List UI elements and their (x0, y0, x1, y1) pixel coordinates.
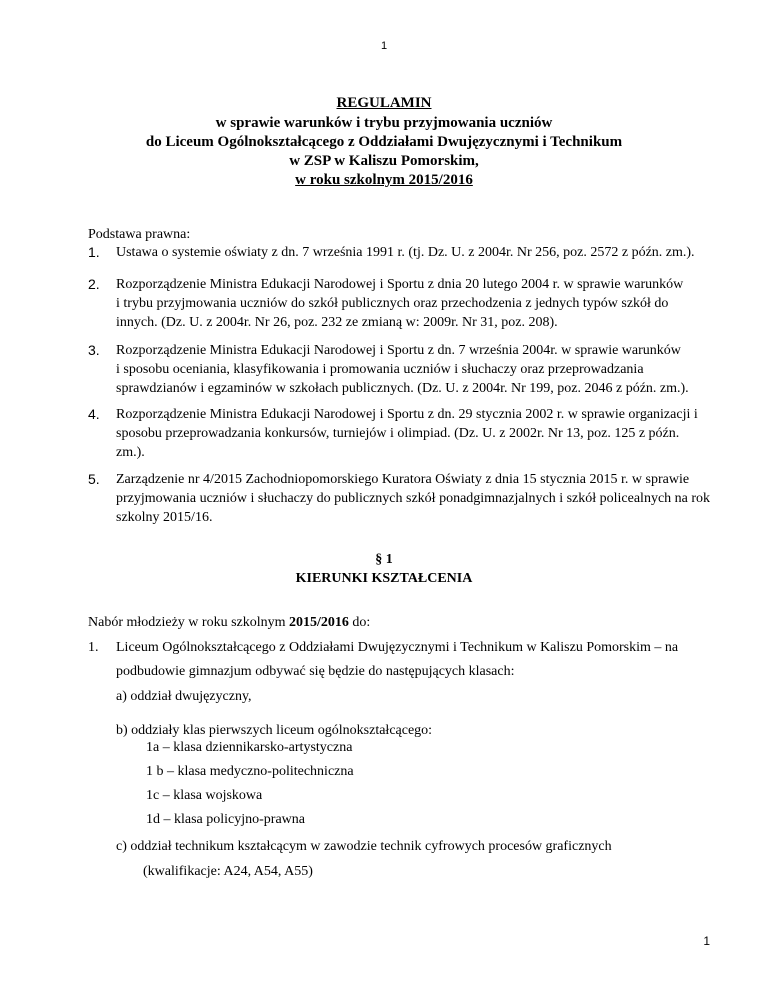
item-text-line: innych. (Dz. U. z 2004r. Nr 26, poz. 232 ze zmianą w: 2009r. Nr 31, poz. 208). (116, 315, 558, 330)
item-text-line: Ustawa o systemie oświaty z dn. 7 września 1991 r. (tj. Dz. U. z 2004r. Nr 256, poz. 2572 z późn. zm.). (116, 245, 695, 260)
item-text-line: i sposobu oceniania, klasyfikowania i promowania uczniów i słuchaczy oraz przeprowadzania (116, 362, 644, 377)
item-number: 4. (88, 406, 100, 422)
class-item: 1d – klasa policyjno-prawna (146, 812, 306, 827)
sub-item-a: a) oddział dwujęzyczny, (116, 689, 252, 704)
header-page-number: 1 (380, 40, 388, 52)
item-number: 2. (88, 276, 100, 292)
sub-item-c-line-1: c) oddział technikum kształcącym w zawodzie technik cyfrowych procesów graficznych (116, 839, 612, 854)
intro-text-before: Nabór młodzieży w roku szkolnym (88, 615, 290, 630)
legal-basis-heading: Podstawa prawna: (88, 227, 191, 242)
section-paragraph-sign: § 1 (375, 552, 393, 567)
section-heading: KIERUNKI KSZTAŁCENIA (295, 571, 473, 586)
class-item: 1c – klasa wojskowa (146, 788, 263, 803)
title-regulamin: REGULAMIN (336, 95, 432, 111)
footer-page-number: 1 (703, 934, 710, 948)
item-text-line: Zarządzenie nr 4/2015 Zachodniopomorskiego Kuratora Oświaty z dnia 15 stycznia 2015 r. w sprawie (116, 472, 690, 487)
item-text-line: przyjmowania uczniów i słuchaczy do publicznych szkół ponadgimnazjalnych i szkół policealnych na rok (116, 491, 711, 506)
item1-line-1: Liceum Ogólnokształcącego z Oddziałami Dwujęzycznymi i Technikum w Kaliszu Pomorskim – na (116, 640, 679, 655)
sub-item-c-line-2: (kwalifikacje: A24, A54, A55) (143, 864, 313, 879)
title-line-4: w ZSP w Kaliszu Pomorskim, (289, 153, 479, 169)
item-number: 5. (88, 471, 100, 487)
class-item: 1 b – klasa medyczno-politechniczna (146, 764, 354, 779)
intro-text (88, 613, 370, 632)
title-line-3: do Liceum Ogólnokształcącego z Oddziałami Dwujęzycznymi i Technikum (145, 134, 623, 150)
title-line-5: w roku szkolnym 2015/2016 (295, 172, 473, 188)
item-text-line: sprawdzianów i egzaminów w szkołach publicznych. (Dz. U. z 2004r. Nr 199, poz. 2046 z późn. zm.). (116, 381, 689, 396)
item-text-line: sposobu przeprowadzania konkursów, turniejów i olimpiad. (Dz. U. z 2002r. Nr 13, poz. 125 z późn. (116, 426, 680, 441)
item-number: 3. (88, 342, 100, 358)
item-text-line: szkolny 2015/16. (116, 510, 213, 525)
item1-line-2: podbudowie gimnazjum odbywać się będzie do następujących klasach: (116, 664, 515, 679)
class-item: 1a – klasa dziennikarsko-artystyczna (146, 740, 353, 755)
intro-school-year: 2015/2016 (289, 615, 349, 630)
item-text-line: zm.). (116, 445, 145, 460)
item-text-line: Rozporządzenie Ministra Edukacji Narodowej i Sportu z dn. 29 stycznia 2002 r. w sprawie organizacji i (116, 407, 698, 422)
sub-item-b: b) oddziały klas pierwszych liceum ogólnokształcącego: (116, 723, 433, 738)
item-text-line: i trybu przyjmowania uczniów do szkół publicznych oraz przechodzenia z jednych typów szkół do (116, 296, 669, 311)
title-line-2: w sprawie warunków i trybu przyjmowania uczniów (215, 115, 553, 131)
item-number: 1. (88, 244, 100, 260)
intro-text-after: do: (348, 615, 371, 630)
item1-number: 1. (88, 640, 99, 655)
item-text-line: Rozporządzenie Ministra Edukacji Narodowej i Sportu z dn. 7 września 2004r. w sprawie warunków (116, 343, 681, 358)
item-text-line: Rozporządzenie Ministra Edukacji Narodowej i Sportu z dnia 20 lutego 2004 r. w sprawie warunków (116, 277, 684, 292)
